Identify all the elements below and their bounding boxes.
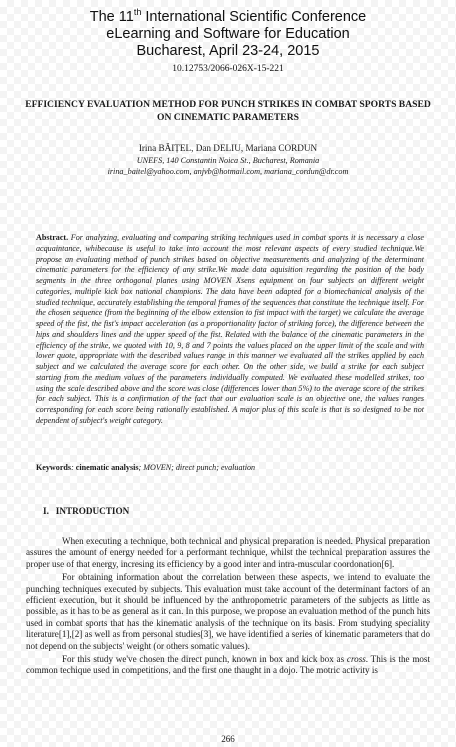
paper-title: EFFICIENCY EVALUATION METHOD FOR PUNCH STRIKES IN COMBAT SPORTS BASED ON CINEMATIC PARAMETERS [25, 99, 431, 123]
abstract [36, 233, 424, 427]
paragraph: For obtaining information about the correlation between these aspects, we intend to evaluate the punching techniques executed by subjects. This evaluation must take account of the determinant factors of an efficient execution, but it should be influenced by the anthropometric parameters of the subjects as little as possible, as it has to be as general as it can. In this purpose, we propose an evaluation method of the punch hits used in combat sports that has the kinematic analysis of the technique on its basis. From studying speciality literature[1],[2] as well as from personal studies[3], we have identified a series of kinematic parameters that do not depend on the subjects' weight (or others somatic values). [26, 572, 430, 651]
keywords-label: Keywords [36, 463, 72, 472]
keywords-first: cinematic analysis [75, 463, 139, 472]
doi: 10.12753/2066-026X-15-221 [172, 63, 284, 74]
author-block [20, 143, 436, 178]
keywords-rest: ; MOVEN; direct punch; evaluation [138, 463, 256, 472]
conference-subtitle: eLearning and Software for Education [106, 25, 350, 42]
page-number: 266 [221, 734, 235, 744]
abstract-text: For analyzing, evaluating and comparing striking techniques used in combat sports it is necessary a close acquaintance, whibecause is useful to take into account the most relevant aspects of every studied technique.We propose an evaluating method of punch strikes based on objective measurements and analyzing of the determinant cinematic parameters for the efficiency of any strike.We made data aquisition regarding the position of the body segments in the three orthogonal planes using MOVEN Xsens equipment on four subjects on different weight categories, multiple kick box national champions. The data have been adapted for a biomechanical analysis of the studied technique, accurately establishing the temporal frames of the sequences that constitute the technique itself. For the chosen sequence (from the beginning of the elbow extension to fist impact with the target) we calculate the average speed of the fist, the fist's impact acceleration (as a proportionality factor of striking force), the difference between the hips and shoulders lines and the upper speed of the fist. Related with the balance of the cinematic parameters in the efficiency of the strike, we quoted with 10, 9, 8 and 7 points the values placed on the upper limit of the scale and with lower quote, appropriate with the described values range in this manner we evaluated all the strikes applied by each subject and we calculated the average score for each other. On the other side, we build a strike for each subject starting from the medium values of the parameters individually computed. We evaluated these modelled strikes, too using the scale described above and the score was close (differences lower than 5%) to the average score of the strikes for each subject. This is a confirmation of the fact that our evaluation scale is an objective one, the values ranges corresponding for each score being rationally established. A major plus of this scale is that is so designed to be not dependent of subject's weight category. [36, 233, 424, 425]
author-names: Irina BĂIȚEL, Dan DELIU, Mariana CORDUN [138, 143, 318, 153]
abstract-label: Abstract. [36, 233, 69, 242]
section-heading: I. INTRODUCTION [43, 506, 130, 516]
paragraph: For this study we've chosen the direct punch, known in box and kick box as cross. This is the most common techique used in competitions, and the first one thaught in a dojo. The motric activity is [26, 654, 431, 676]
author-emails: irina_baitel@yahoo.com, anjvb@hotmail.com, mariana_cordun@dr.com [107, 167, 349, 176]
keywords: Keywords: cinematic analysis; MOVEN; direct punch; evaluation [36, 463, 256, 472]
conference-header [0, 4, 456, 76]
body-text [26, 536, 430, 679]
paragraph: When executing a technique, both technical and physical preparation is needed. Physical preparation assures the amount of energy needed for a performant technique, whilst the technical preparation assures the proper use of that energy, incresing its efficiency by a good inter and intra-muscular coordonation[6]. [26, 536, 430, 569]
conference-title: The 11th International Scientific Conference [89, 7, 367, 25]
author-affiliation: UNEFS, 140 Constantin Noica St., Bucharest, Romania [136, 155, 320, 165]
conference-date: Bucharest, April 23-24, 2015 [136, 42, 320, 59]
